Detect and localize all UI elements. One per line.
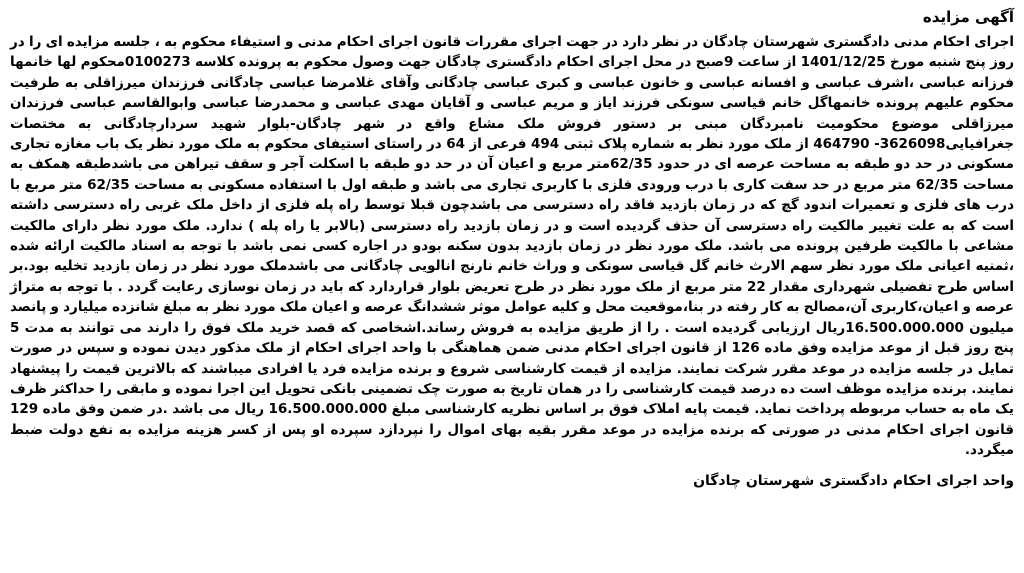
notice-signature: واحد اجرای احکام دادگستری شهرستان چادگان bbox=[693, 472, 1014, 489]
notice-title: آگهی مزایده bbox=[922, 8, 1014, 26]
notice-body: اجرای احکام مدنی دادگستری شهرستان چادگان در نظر دارد در جهت اجرای مقررات قانون اجرای احکام مدنی و استیفاء محکوم به ، جلسه مزایده ای را در روز پنج شنبه مورخ 1401/12/25 از ساعت 9صبح در محل اجرای احکام دادگستری چادگان جهت وصول محکوم به پرونده کلاسه 0100273محکوم لها خانمها فرزانه عباسی ،اشرف عباسی و افسانه عباسی و خانون عباسی و کبری عباسی چادگانی وآقای غلامرضا عباسی چادگانی فرزندان میرزاقلی به طرفیت محکوم علیهم پرونده خانمهاگل خانم قیاسی سونکی فرزند ایاز و مریم عباسی و آقایان مهدی عباسی و محمدرضا عباسی وابوالقاسم عباسی فرزندان میرزاقلی موضوع محکومیت نامبردگان مبنی بر دستور فروش ملک مشاع واقع در شهر چادگان-بلوار شهید سردارچادگانی به مختصات جغرافیایی3626098- 464790 از ملک مورد نظر به شماره پلاک ثبتی 494 فرعی از 64 در راستای استیفای محکوم به ملک مورد نظر یک باب مغازه تجاری مسکونی در حد دو طبقه به مساحت عرصه ای در حدود 62/35متر مربع و اعیان آن در حد دو طبقه با اسکلت آجر و سقف تیراهن می باشدطبقه همکف به مساحت 62/35 متر مربع در حد سفت کاری با درب ورودی فلزی با کاربری تجاری می باشد و طبقه اول با استفاده مسکونی به مساحت 62/35 متر مربع با درب های فلزی و تعمیرات اندود گچ که در زمان بازدید فاقد راه دسترسی می باشدچون قبلا توسط راه پله فلزی از داخل ملک غربی راه دسترسی داشته است که به علت تغییر مالکیت راه دسترسی آن حذف گردیده است و در زمان بازدید راه دسترسی (بالابر یا راه پله ) ندارد. ملک مورد نظر دارای مالکیت مشاعی با مالکیت طرفین پرونده می باشد. ملک مورد نظر در زمان بازدید بدون سکنه بودو در اجاره کسی نمی باشد با توجه به اسناد مالکیت ارائه شده ،ثمنیه اعیانی ملک مورد نظر سهم الارث خانم گل قیاسی سونکی و وراث خانم نارنج انالویی چادگانی می باشدملک مورد نظر در زمان بازدید تخلیه بود.بر اساس طرح تفضیلی شهرداری مقدار 22 متر مربع از ملک مورد نظر در طرح تعریض بلوار قراردارد که باید در زمان نوسازی رعایت گردد . با توجه به متراژ عرصه و اعیان،کاربری آن،مصالح به کار رفته در بنا،موقعیت محل و کلیه عوامل موثر ششدانگ عرصه و اعیان ملک مورد نظر به مبلغ شانزده میلیارد و پانصد میلیون 16.500.000.000ریال ارزیابی گردیده است . را از طریق مزایده به فروش رساند.اشخاصی که قصد خرید ملک فوق را دارند می توانند به مدت 5 پنج روز قبل از موعد مزایده وفق ماده 126 از قانون اجرای احکام مدنی ضمن هماهنگی با واحد اجرای احکام از ملک مذکور دیدن نموده و سپس در صورت تمایل در جلسه مزایده در موعد مقرر شرکت نمایند. مزایده از قیمت کارشناسی شروع و برنده مزایده فرد یا افرادی میباشند که بالاترین قیمت را پیشنهاد نمایند. برنده مزایده موظف است ده درصد قیمت کارشناسی را در همان تاریخ به صورت چک تضمینی بانکی تحویل این اجرا نموده و مابقی را حداکثر ظرف یک ماه به حساب مربوطه پرداخت نماید. قیمت پایه املاک فوق بر اساس نظریه کارشناسی مبلغ 16.500.000.000 ریال می باشد .در ضمن وفق ماده 129 قانون اجرای احکام مدنی در صورتی که برنده مزایده در موعد مقرر بقیه بهای اموال را نپردازد سپرده او پس از کسر هزینه مزایده به نفع دولت ضبط میگردد. bbox=[10, 34, 1015, 459]
